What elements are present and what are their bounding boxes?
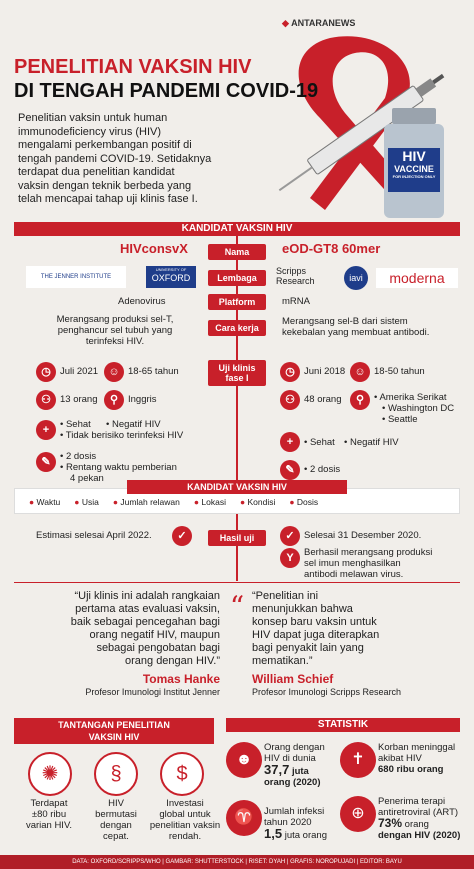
legend-lokasi xyxy=(194,497,226,507)
legend-label: Jumlah relawan xyxy=(120,497,180,507)
intro-line: mengalami perkembangan positif di xyxy=(18,139,192,151)
kondisi-icon: + xyxy=(280,432,300,452)
cara-line: Merangsang sel-B dari sistem xyxy=(282,316,408,327)
oxford-small: UNIVERSITY OF xyxy=(155,267,187,272)
footer: DATA: OXFORD/SCRIPPS/WHO | GAMBAR: SHUTTERSTOCK | RISET: DYAH | GRAFIS: NOROPUJADI | EDITOR: BAYU xyxy=(0,855,474,869)
intro-text xyxy=(18,112,288,207)
moderna-logo: moderna xyxy=(376,268,458,288)
quote-line: orang negatif HIV, maupun xyxy=(89,629,220,641)
intro-line: vaksin dengan teknik berbeda yang xyxy=(18,179,192,192)
cara-line: terinfeksi HIV. xyxy=(85,336,145,347)
left-dosis: • 2 dosis xyxy=(60,451,96,462)
stat-value: 1,5 xyxy=(264,826,283,841)
right-lokasi: • Amerika Serikat xyxy=(374,392,447,403)
dosis-icon: ✎ xyxy=(36,452,56,472)
label-nama: Nama xyxy=(208,244,266,260)
tantangan-line: Investasi xyxy=(166,798,204,809)
tantangan-line: cepat. xyxy=(103,831,129,842)
pills-icon: ⊕ xyxy=(340,796,376,832)
quote-divider xyxy=(14,582,460,583)
tantangan-line: Terdapat xyxy=(30,798,68,809)
cara-line: penghancur sel tubuh yang xyxy=(57,325,173,336)
label-uji-klinis xyxy=(208,360,266,386)
tantangan-3 xyxy=(146,798,224,842)
right-relawan: 48 orang xyxy=(304,394,342,405)
tombstone-icon: ✝ xyxy=(340,742,376,778)
legend-usia-icon: ● xyxy=(74,497,80,507)
legend-kondisi-icon: ● xyxy=(239,497,246,507)
legend-label: Usia xyxy=(81,497,99,507)
left-dosis: 4 pekan xyxy=(70,473,104,484)
lokasi-icon: ⚲ xyxy=(350,390,370,410)
relawan-icon: ⚇ xyxy=(280,390,300,410)
left-dosis: • Rentang waktu pemberian xyxy=(60,462,177,473)
stat-label: Penerima terapi xyxy=(378,796,446,807)
oxford-text: OXFORD xyxy=(151,273,191,283)
calendar-check-icon: ✓ xyxy=(172,526,192,546)
stat-extra: dengan HIV (2020) xyxy=(378,830,461,841)
right-role: Profesor Imunologi Scripps Research xyxy=(252,687,402,697)
right-lokasi: • Seattle xyxy=(382,414,418,425)
iavi-logo: iavi xyxy=(344,266,368,290)
quote-line: pertama atas evaluasi vaksin, xyxy=(75,603,220,615)
usia-icon: ☺ xyxy=(350,362,370,382)
quote-line: sebagai pengobatan bagi xyxy=(96,642,220,654)
tantangan-line: penelitian vaksin rendah. xyxy=(149,820,221,842)
legend-dosis-icon: ● xyxy=(289,497,295,507)
scripps-logo: Scripps Research xyxy=(276,266,315,286)
antibody-icon: Y xyxy=(280,548,300,568)
label-platform: Platform xyxy=(208,294,266,310)
dna-icon: § xyxy=(94,752,138,796)
quote-line: mematikan.” xyxy=(252,655,313,667)
lokasi-icon: ⚲ xyxy=(104,390,124,410)
stat-unit: juta orang xyxy=(284,830,327,841)
intro-line: telah mencapai tahap uji klinis fase I. xyxy=(18,193,198,205)
left-kondisi: • Negatif HIV xyxy=(106,419,161,430)
left-kondisi: • Sehat xyxy=(60,419,91,430)
label-hasil-uji: Hasil uji xyxy=(208,530,266,546)
stat-value: 680 ribu orang xyxy=(378,764,444,775)
right-platform: mRNA xyxy=(282,296,310,307)
right-hasil-2 xyxy=(304,547,432,580)
stat-label: akibat HIV xyxy=(378,753,422,764)
quote-line: orang dengan HIV.” xyxy=(125,655,220,667)
stat-label: Orang dengan xyxy=(264,742,325,753)
quote-line: konsep baru vaksin untuk xyxy=(252,616,377,628)
hasil-line: antibodi melawan virus. xyxy=(304,569,404,580)
vial-label-vaccine: VACCINE xyxy=(394,164,434,174)
jenner-text: THE JENNER INSTITUTE xyxy=(40,274,112,280)
legend-dosis xyxy=(289,497,318,507)
quote-mark-icon: “ xyxy=(229,590,245,623)
hasil-line: sel imun menghasilkan xyxy=(304,558,401,569)
right-kondisi: • Negatif HIV xyxy=(344,437,399,448)
cara-line: kekebalan yang membuat antibodi. xyxy=(282,327,430,338)
tantangan-2 xyxy=(84,798,148,842)
left-name: HIVconsvX xyxy=(120,241,188,256)
title-line-1: PENELITIAN VAKSIN HIV xyxy=(14,56,252,78)
oxford-logo xyxy=(146,266,196,288)
stat-unit: juta xyxy=(291,766,309,777)
tantangan-header-line: VAKSIN HIV xyxy=(88,732,140,742)
right-hasil-1: Selesai 31 Desember 2020. xyxy=(304,530,422,541)
legend-waktu xyxy=(29,497,60,507)
legend-bar xyxy=(14,482,460,514)
tantangan-header-line: TANTANGAN PENELITIAN xyxy=(58,720,170,730)
stat-label: Jumlah infeksi xyxy=(264,806,325,817)
antara-icon: ◆ xyxy=(282,18,289,28)
tantangan-line: varian HIV. xyxy=(25,820,73,831)
right-usia: 18-50 tahun xyxy=(374,366,425,377)
left-role: Profesor Imunologi Institut Jenner xyxy=(85,687,220,697)
hasil-line: Berhasil merangsang produksi xyxy=(304,547,433,558)
intro-line: tengah pandemi COVID-19. Setidaknya xyxy=(18,152,212,165)
tantangan-header xyxy=(14,718,214,744)
right-waktu: Juni 2018 xyxy=(304,366,346,377)
right-dosis: • 2 dosis xyxy=(304,464,340,475)
legend-waktu-icon: ● xyxy=(29,497,35,507)
tantangan-line: ±80 ribu xyxy=(31,809,67,820)
right-quote xyxy=(252,590,462,668)
legend-kondisi xyxy=(240,497,275,507)
left-quote xyxy=(20,590,220,668)
stat-label: tahun 2020 xyxy=(264,817,312,828)
left-waktu: Juli 2021 xyxy=(60,366,99,377)
statistik-header: STATISTIK xyxy=(226,718,460,732)
left-usia: 18-65 tahun xyxy=(128,366,179,377)
left-platform: Adenovirus xyxy=(118,296,166,307)
vial-label-hiv: HIV xyxy=(402,148,426,164)
uji-line: Uji klinis xyxy=(218,363,256,373)
intro-line: Penelitian vaksin untuk human xyxy=(18,112,168,124)
left-kondisi: • Tidak berisiko terinfeksi HIV xyxy=(60,430,183,441)
legend-relawan-icon: ● xyxy=(112,497,118,507)
legend-label: Lokasi xyxy=(201,497,226,507)
vial-label-small: FOR INJECTION ONLY xyxy=(392,174,436,179)
stat-value: 73% xyxy=(378,816,403,830)
title-line-2: DI TENGAH PANDEMI COVID-19 xyxy=(14,80,319,102)
stat-label: Korban meninggal xyxy=(378,742,456,753)
brand-text: ANTARANEWS xyxy=(291,18,356,28)
legend-relawan xyxy=(113,497,180,507)
label-cara-kerja: Cara kerja xyxy=(208,320,266,336)
left-cara-kerja xyxy=(40,314,190,347)
coins-icon: $ xyxy=(160,752,204,796)
legend-usia xyxy=(74,497,99,507)
left-lokasi: Inggris xyxy=(128,394,157,405)
legend-lokasi-icon: ● xyxy=(193,497,200,507)
stat-label: antiretroviral (ART) xyxy=(378,807,459,818)
stat-unit: orang xyxy=(404,819,429,830)
left-hasil: Estimasi selesai April 2022. xyxy=(36,530,152,541)
tantangan-line: dengan xyxy=(100,820,132,831)
quote-line: bagi penyakit lain yang xyxy=(252,642,364,654)
stat-2 xyxy=(378,742,455,775)
right-lokasi: • Washington DC xyxy=(382,403,454,414)
waktu-icon: ◷ xyxy=(36,362,56,382)
legend-label: Kondisi xyxy=(247,497,276,507)
right-name: eOD-GT8 60mer xyxy=(282,241,381,256)
stat-4 xyxy=(378,796,460,841)
kandidat-header: KANDIDAT VAKSIN HIV xyxy=(14,222,460,236)
uji-line: fase I xyxy=(225,373,249,383)
jenner-logo xyxy=(26,266,126,288)
quote-line: menunjukkan bahwa xyxy=(252,603,353,615)
cara-line: Merangsang produksi sel-T, xyxy=(56,314,174,325)
legend-label: Waktu xyxy=(36,497,61,507)
tantangan-line: HIV xyxy=(108,798,124,809)
left-relawan: 13 orang xyxy=(60,394,98,405)
hiv-ribbon-icon: ♈ xyxy=(226,800,262,836)
stat-extra: orang (2020) xyxy=(264,777,321,788)
virus-icon: ✺ xyxy=(28,752,72,796)
right-cara-kerja xyxy=(282,316,429,338)
left-person: Tomas Hanke xyxy=(142,672,220,686)
quote-line: “Uji klinis ini adalah rangkaian xyxy=(74,590,220,602)
quote-line: “Penelitian ini xyxy=(252,590,319,602)
quote-line: HIV dapat juga diterapkan xyxy=(252,629,380,641)
right-person: William Schief xyxy=(252,672,334,686)
stat-value: 37,7 xyxy=(264,762,290,777)
dosis-icon: ✎ xyxy=(280,460,300,480)
waktu-icon: ◷ xyxy=(280,362,300,382)
legend-title: KANDIDAT VAKSIN HIV xyxy=(127,480,347,494)
usia-icon: ☺ xyxy=(104,362,124,382)
calendar-check-icon: ✓ xyxy=(280,526,300,546)
kondisi-icon: + xyxy=(36,420,56,440)
intro-line: terdapat dua penelitian kandidat xyxy=(18,166,175,178)
people-icon: ☻ xyxy=(226,742,262,778)
intro-line: immunodeficiency virus (HIV) xyxy=(18,125,162,138)
stat-label: HIV di dunia xyxy=(264,753,316,764)
quote-line: baik sebagai pencegahan bagi xyxy=(70,616,220,628)
legend-label: Dosis xyxy=(296,497,319,507)
vial xyxy=(384,108,444,218)
stat-3 xyxy=(264,806,327,841)
tantangan-line: global untuk xyxy=(159,809,211,820)
tantangan-line: bermutasi xyxy=(95,809,137,820)
label-lembaga: Lembaga xyxy=(208,270,266,286)
tantangan-1 xyxy=(14,798,84,831)
right-kondisi: • Sehat xyxy=(304,437,335,448)
stat-1 xyxy=(264,742,325,788)
relawan-icon: ⚇ xyxy=(36,390,56,410)
